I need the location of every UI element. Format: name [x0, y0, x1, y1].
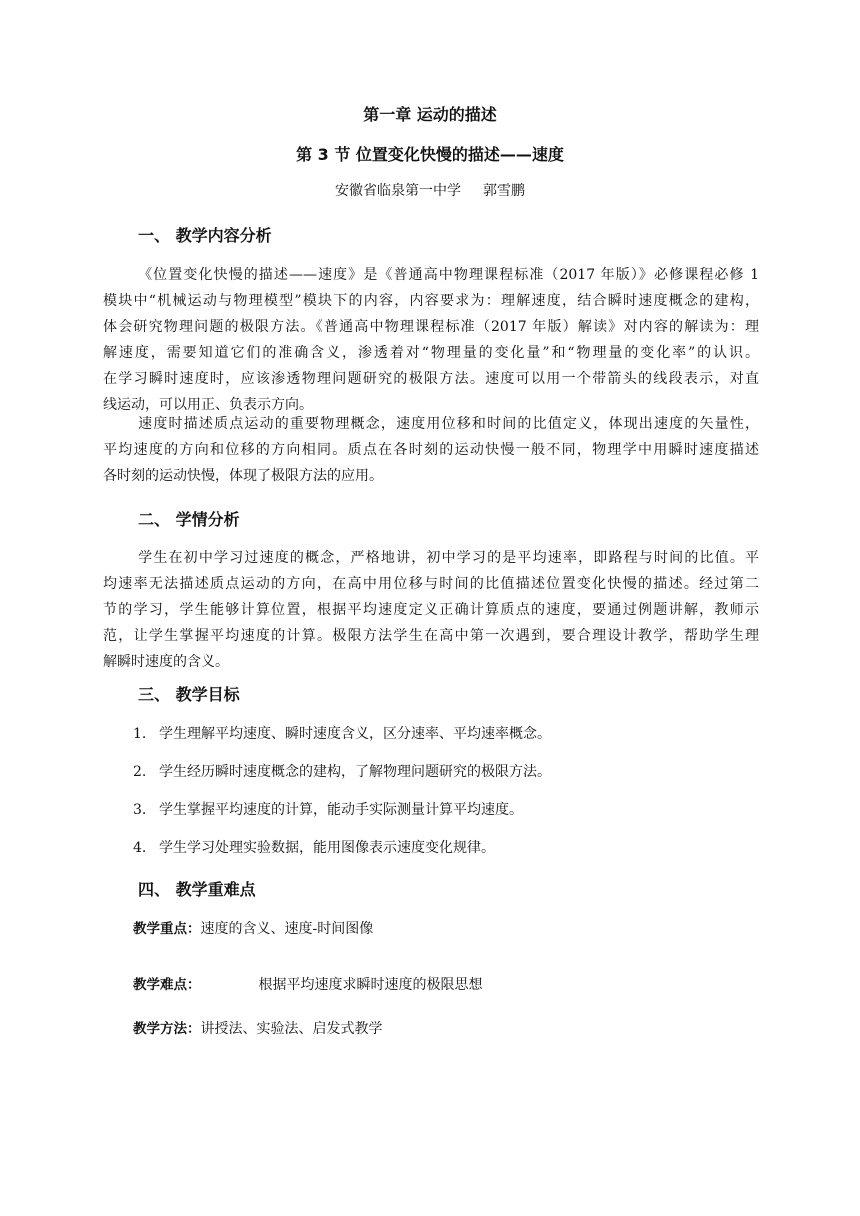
section-4-heading: 四、 教学重难点: [138, 880, 256, 899]
goal-item-2: 2. 学生经历瞬时速度概念的建构，了解物理问题研究的极限方法。: [133, 764, 551, 780]
difficulty-line: [133, 974, 483, 996]
paragraph-line: 速度时描述质点运动的重要物理概念，速度用位移和时间的比值定义，体现出速度的矢量性，: [137, 416, 759, 432]
paragraph-line: 体会研究物理问题的极限方法。《普通高中物理课程标准（2017 年版）解读》对内容的解读为：理: [103, 319, 759, 335]
author-line: [0, 180, 860, 202]
goal-item-1: 1. 学生理解平均速度、瞬时速度含义，区分速率、平均速率概念。: [133, 726, 551, 742]
section-title: 第 3 节 位置变化快慢的描述——速度: [296, 145, 564, 164]
section-2-paragraph-1: [103, 545, 759, 675]
section-1-heading: 一、 教学内容分析: [138, 226, 272, 245]
paragraph-line: 线运动，可以用正、负表示方向。: [103, 397, 313, 413]
method-line: [133, 1018, 383, 1040]
chapter-title: 第一章 运动的描述: [363, 105, 497, 124]
paragraph-line: 模块中“机械运动与物理模型”模块下的内容，内容要求为：理解速度，结合瞬时速度概念的建构，: [103, 293, 759, 309]
key-point-value: 速度的含义、速度-时间图像: [200, 921, 374, 937]
method-label: 教学方法：: [133, 1021, 201, 1037]
paragraph-line: 范，让学生掌握平均速度的计算。极限方法学生在高中第一次遇到，要合理设计教学，帮助学生理: [103, 628, 759, 644]
author-school: 安徽省临泉第一中学: [335, 183, 461, 199]
section-3-heading: 三、 教学目标: [138, 685, 240, 704]
key-point-label: 教学重点：: [133, 921, 201, 937]
difficulty-label: 教学难点：: [133, 977, 201, 993]
paragraph-line: 在学习瞬时速度时，应该渗透物理问题研究的极限方法。速度可以用一个带箭头的线段表示，对直: [103, 371, 759, 387]
goal-item-4: 4. 学生学习处理实验数据，能用图像表示速度变化规律。: [133, 840, 495, 856]
section-2-heading: 二、 学情分析: [138, 510, 240, 529]
difficulty-value: 根据平均速度求瞬时速度的极限思想: [258, 977, 483, 993]
paragraph-line: 解速度，需要知道它们的准确含义，渗透着对“物理量的变化量”和“物理量的变化率”的认识。: [103, 345, 759, 361]
section-1-paragraph-1: [103, 262, 759, 418]
goal-item-3: 3. 学生掌握平均速度的计算，能动手实际测量计算平均速度。: [133, 802, 523, 818]
author-name: 郭雪鹏: [483, 183, 525, 199]
paragraph-line: 解瞬时速度的含义。: [103, 654, 229, 670]
paragraph-line: 各时刻的运动快慢，体现了极限方法的应用。: [103, 468, 383, 484]
key-point-line: [133, 918, 373, 940]
paragraph-line: 均速率无法描述质点运动的方向，在高中用位移与时间的比值描述位置变化快慢的描述。经过第二: [103, 576, 759, 592]
paragraph-line: 《位置变化快慢的描述——速度》是《普通高中物理课程标准（2017 年版）》必修课程必修 1: [137, 267, 759, 283]
paragraph-line: 平均速度的方向和位移的方向相同。质点在各时刻的运动快慢一般不同，物理学中用瞬时速度描述: [103, 442, 759, 458]
method-value: 讲授法、实验法、启发式教学: [200, 1021, 383, 1037]
section-1-paragraph-2: [103, 411, 759, 489]
paragraph-line: 节的学习，学生能够计算位置，根据平均速度定义正确计算质点的速度，要通过例题讲解，教师示: [103, 602, 759, 618]
paragraph-line: 学生在初中学习过速度的概念，严格地讲，初中学习的是平均速率，即路程与时间的比值。平: [137, 550, 759, 566]
